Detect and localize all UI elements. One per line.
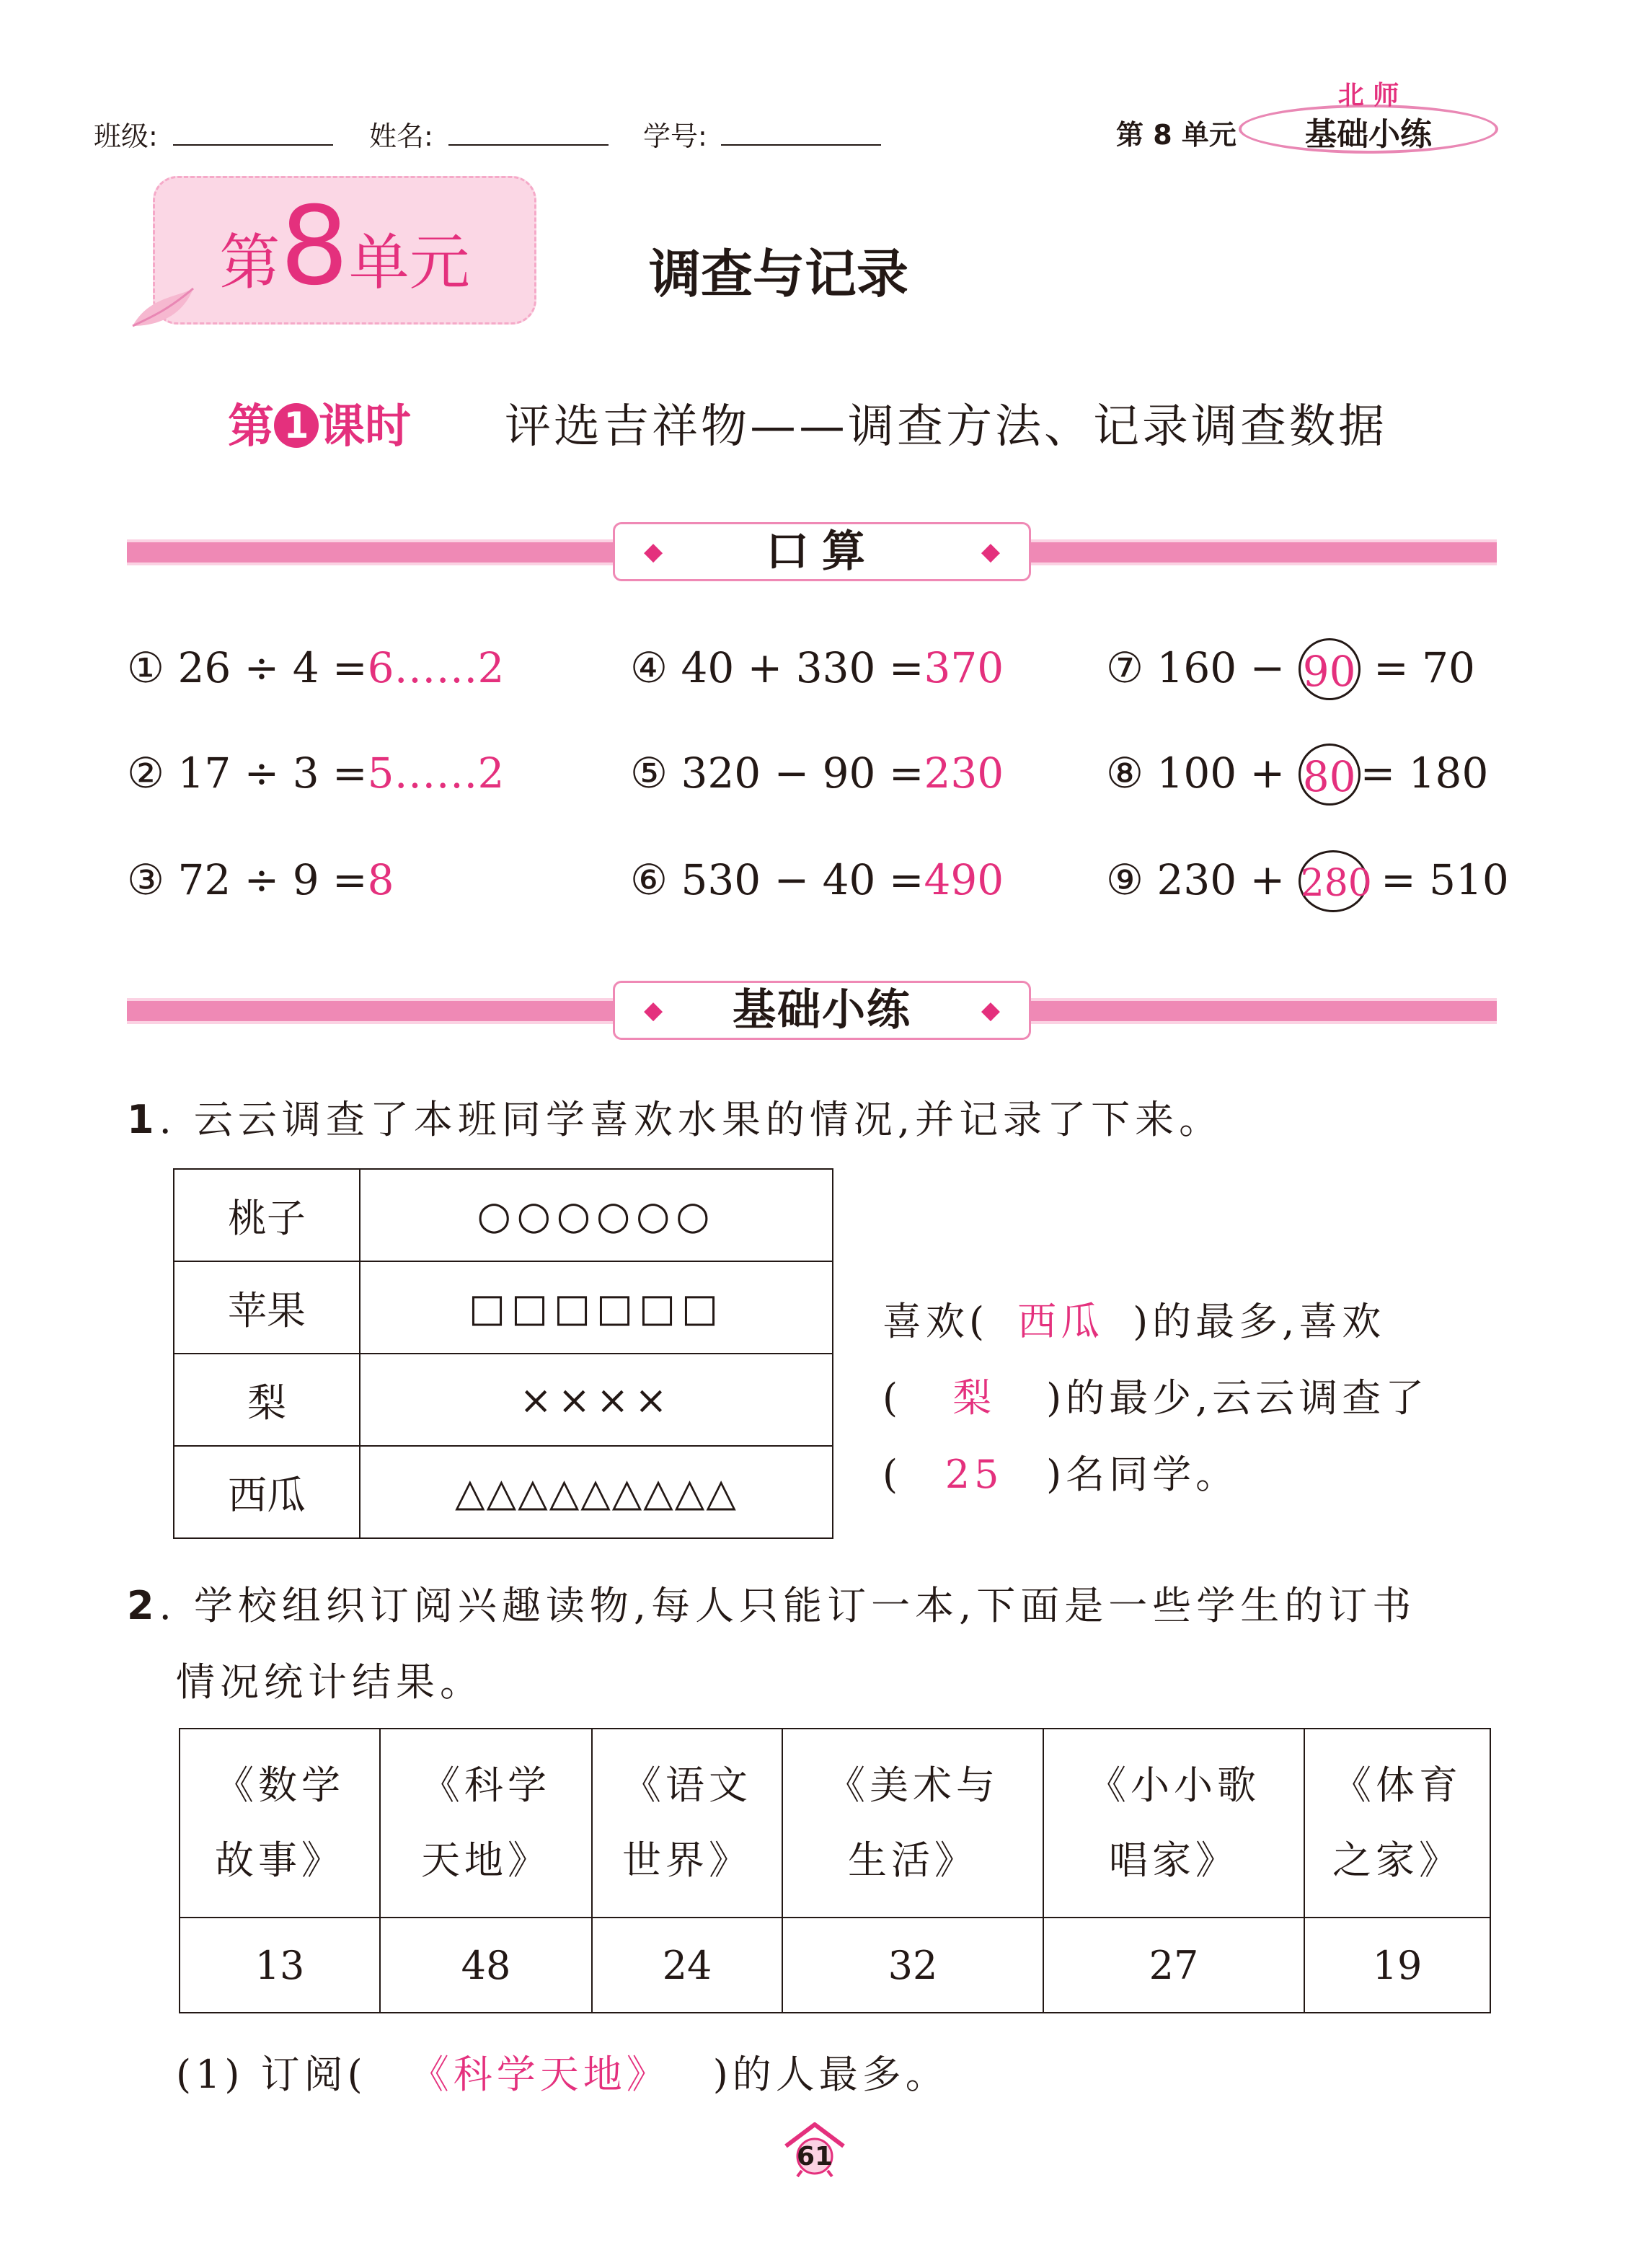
section-title-oral: 口算: [766, 526, 878, 577]
name-label: 姓名:: [369, 120, 433, 152]
student-id-blank[interactable]: [721, 144, 881, 146]
question-text: . 学校组织订阅兴趣读物,每人只能订一本,下面是一些学生的订书: [159, 1583, 1417, 1628]
fill-text: )的最少,云云调查了: [1046, 1375, 1429, 1421]
book-title-cell: [1304, 1729, 1490, 1918]
table-row: [180, 1918, 1490, 2013]
book-title-line: 《小小歌: [1087, 1762, 1260, 1808]
book-count: 27: [1043, 1918, 1304, 2013]
unit-prefix: 第: [219, 227, 280, 298]
calc-expr: 26 ÷ 4 =: [177, 643, 368, 692]
book-title-line: 《数学: [215, 1762, 345, 1808]
book-count: 13: [180, 1918, 380, 2013]
book-title-cell: [380, 1729, 592, 1918]
class-blank[interactable]: [173, 144, 333, 146]
table-row: [174, 1261, 833, 1354]
diamond-icon: ◆: [644, 996, 663, 1025]
calc-answer-circle[interactable]: 280: [1299, 850, 1368, 912]
section-header-oral: [613, 522, 1031, 581]
class-label: 班级:: [94, 120, 158, 152]
q1-fill-line-3: [882, 1437, 1239, 1513]
calc-answer[interactable]: 8: [367, 855, 394, 904]
calc-answer[interactable]: 5……2: [367, 749, 505, 798]
lesson-suffix: 课时: [319, 400, 411, 454]
answer-blank[interactable]: 西瓜: [1017, 1299, 1105, 1344]
diamond-icon: ◆: [644, 537, 663, 566]
fruit-label: 苹果: [174, 1261, 360, 1354]
tally-symbols: ○○○○○○: [360, 1169, 833, 1261]
book-title-line: 故事》: [215, 1837, 345, 1883]
calc-expr: 100 +: [1156, 749, 1286, 798]
brand-main: 基础小练: [1305, 116, 1432, 153]
calc-expr: 160 −: [1156, 643, 1286, 692]
fruit-label: 梨: [174, 1354, 360, 1446]
fill-text: (: [882, 1375, 903, 1421]
tally-symbols: ××××: [360, 1354, 833, 1446]
lesson-title: 评选吉祥物——调查方法、记录调查数据: [505, 400, 1387, 454]
calc-result: = 510: [1381, 855, 1509, 904]
calc-num: ①: [127, 643, 164, 692]
lesson-label: [228, 389, 411, 456]
calc-answer[interactable]: 370: [924, 643, 1004, 692]
calc-item: [1106, 744, 1488, 806]
calc-result: = 70: [1373, 643, 1475, 692]
answer-blank[interactable]: 梨: [952, 1375, 996, 1421]
unit-title: 调查与记录: [649, 244, 909, 304]
question-number: 1: [127, 1097, 159, 1142]
calc-expr: 230 +: [1156, 855, 1286, 904]
table-row: [174, 1169, 833, 1261]
page-number: 61: [796, 2142, 833, 2171]
calc-item: [127, 744, 504, 802]
fruit-tally-table: [173, 1168, 833, 1539]
calc-item: [1106, 639, 1475, 700]
calc-answer[interactable]: 490: [924, 855, 1004, 904]
book-title-cell: [180, 1729, 380, 1918]
q1-fill-line-2: [882, 1360, 1428, 1437]
calc-answer[interactable]: 230: [924, 749, 1004, 798]
calc-item: [630, 639, 1004, 697]
calc-answer-circle[interactable]: 80: [1299, 744, 1361, 806]
calc-item: [1106, 851, 1509, 912]
tally-symbols: △△△△△△△△△: [360, 1446, 833, 1538]
book-title-line: 生活》: [848, 1837, 978, 1883]
fill-text: )的最多,喜欢: [1133, 1299, 1386, 1344]
calc-expr: 320 − 90 =: [681, 749, 924, 798]
student-id-label: 学号:: [643, 120, 707, 152]
calc-answer[interactable]: 6……2: [367, 643, 505, 692]
book-count: 24: [592, 1918, 782, 2013]
book-title-line: 《体育: [1332, 1762, 1462, 1808]
fruit-label: 桃子: [174, 1169, 360, 1261]
calc-num: ③: [127, 855, 164, 904]
fill-text: (: [882, 1452, 903, 1497]
diamond-icon: ◆: [981, 537, 1000, 566]
calc-num: ⑨: [1106, 855, 1143, 904]
tally-symbols: □□□□□□: [360, 1261, 833, 1354]
fill-text: 喜欢(: [882, 1299, 989, 1344]
book-title-line: 《语文: [622, 1762, 752, 1808]
table-row: [174, 1446, 833, 1538]
fill-text: )名同学。: [1046, 1452, 1239, 1497]
calc-item: [630, 851, 1004, 909]
book-title-cell: [592, 1729, 782, 1918]
question-2-line-2: 情况统计结果。: [176, 1659, 484, 1705]
book-title-cell: [1043, 1729, 1304, 1918]
book-title-line: 唱家》: [1109, 1837, 1239, 1883]
calc-item: [127, 851, 394, 909]
unit-number: 8: [280, 184, 349, 309]
table-header-row: [180, 1729, 1490, 1918]
book-count: 19: [1304, 1918, 1490, 2013]
book-count: 48: [380, 1918, 592, 2013]
calc-result: = 180: [1360, 749, 1489, 798]
section-title-basic: 基础小练: [733, 985, 911, 1036]
book-title-line: 天地》: [421, 1837, 551, 1883]
section-header-basic: [613, 981, 1031, 1040]
answer-blank[interactable]: 《科学天地》: [410, 2052, 670, 2097]
calc-item: [630, 744, 1004, 802]
fruit-label: 西瓜: [174, 1446, 360, 1538]
calc-expr: 17 ÷ 3 =: [177, 749, 368, 798]
book-count: 32: [782, 1918, 1043, 2013]
lesson-number: 1: [274, 403, 319, 448]
fill-text: )的人最多。: [712, 2052, 949, 2097]
calc-num: ⑧: [1106, 749, 1143, 798]
calc-num: ⑦: [1106, 643, 1143, 692]
calc-num: ⑥: [630, 855, 668, 904]
book-title-cell: [782, 1729, 1043, 1918]
q1-fill-line-1: [882, 1284, 1385, 1360]
calc-expr: 40 + 330 =: [681, 643, 924, 692]
book-title-line: 《美术与: [826, 1762, 999, 1808]
calc-expr: 72 ÷ 9 =: [177, 855, 368, 904]
answer-blank[interactable]: 25: [944, 1452, 1004, 1497]
question-text: . 云云调查了本班同学喜欢水果的情况,并记录了下来。: [159, 1097, 1224, 1142]
table-row: [174, 1354, 833, 1446]
unit-heading: [153, 184, 536, 320]
question-2: [127, 1575, 1416, 1631]
header-unit-label: 第 8 单元: [1116, 119, 1237, 151]
book-title-line: 之家》: [1332, 1837, 1462, 1883]
calc-answer-circle[interactable]: 90: [1299, 638, 1361, 700]
fill-text: (1) 订阅(: [176, 2052, 367, 2097]
q2-sub-1: [176, 2037, 949, 2113]
brand-top: 北 师: [1337, 81, 1399, 110]
calc-item: [127, 639, 504, 697]
question-1: [127, 1089, 1223, 1144]
book-subscription-table: [179, 1728, 1491, 2013]
calc-num: ⑤: [630, 749, 668, 798]
book-title-line: 《科学: [421, 1762, 551, 1808]
diamond-icon: ◆: [981, 996, 1000, 1025]
unit-suffix: 单元: [348, 227, 470, 298]
calc-num: ④: [630, 643, 668, 692]
calc-expr: 530 − 40 =: [681, 855, 924, 904]
book-title-line: 世界》: [622, 1837, 752, 1883]
lesson-prefix: 第: [228, 400, 274, 454]
calc-num: ②: [127, 749, 164, 798]
name-blank[interactable]: [448, 144, 609, 146]
question-number: 2: [127, 1583, 159, 1628]
